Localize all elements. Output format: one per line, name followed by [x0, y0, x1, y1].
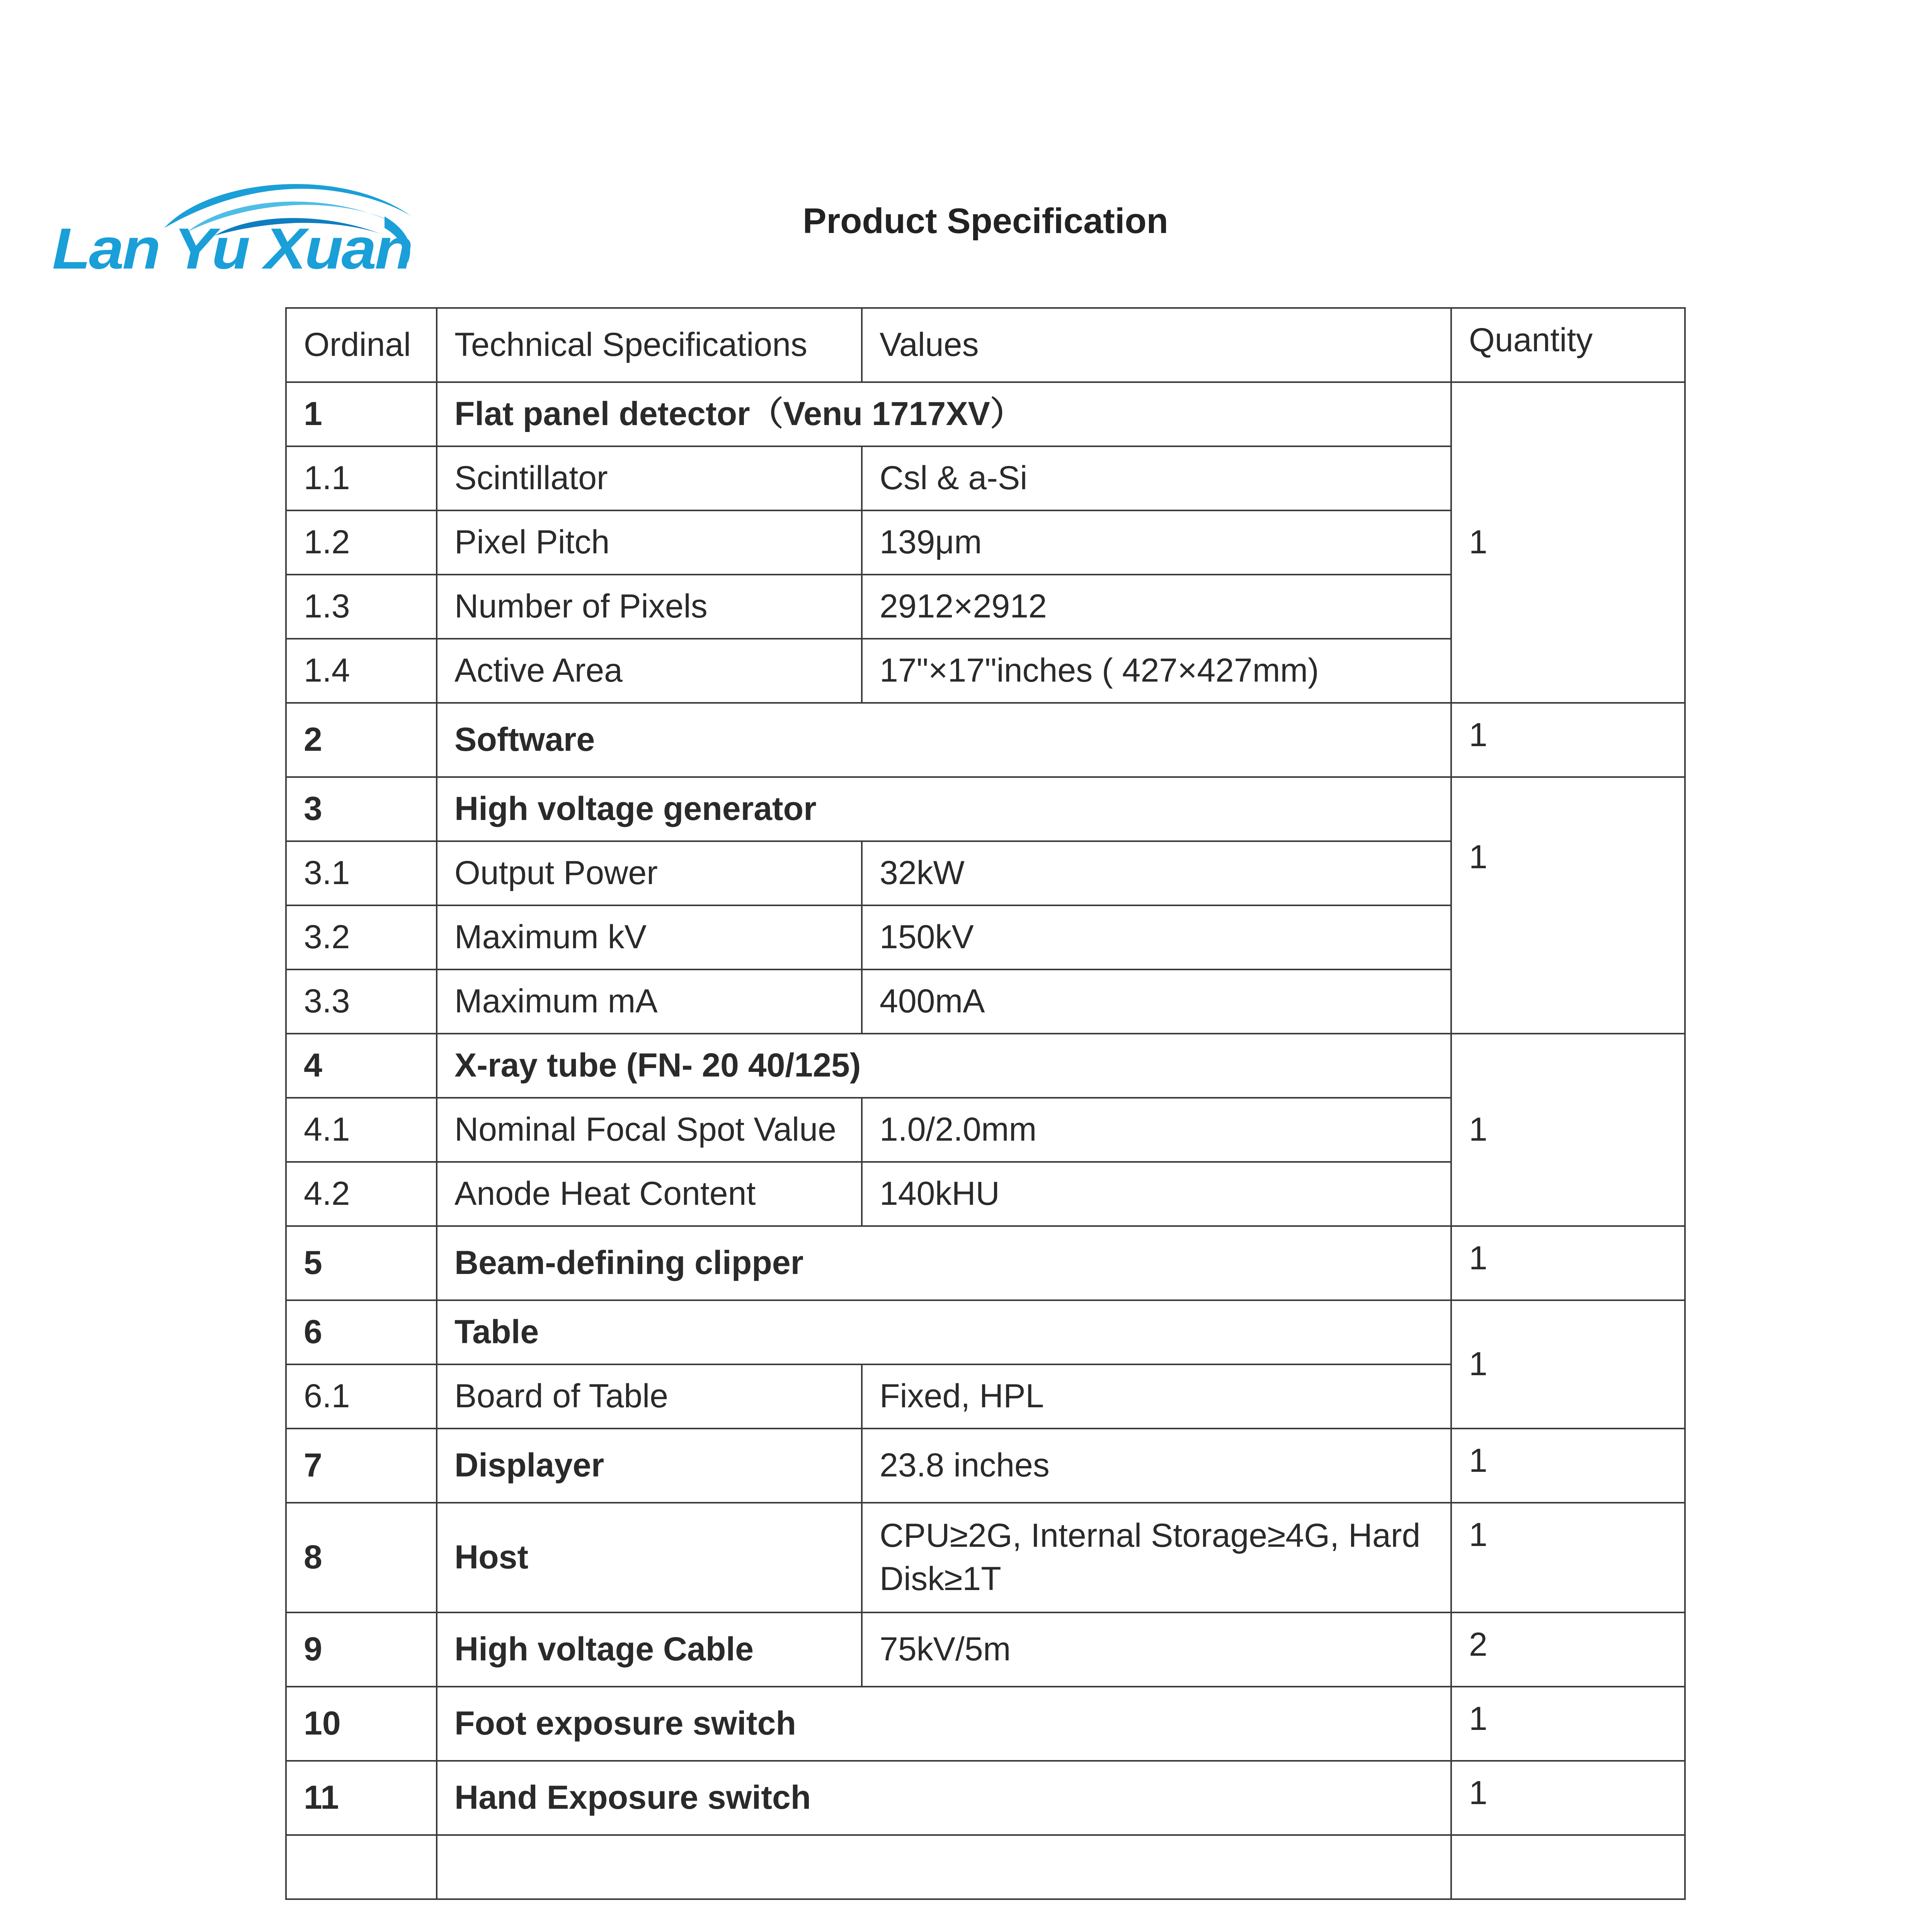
row-ordinal: 7: [286, 1429, 437, 1503]
row-spec: Host: [437, 1503, 862, 1612]
row-ordinal: 3.3: [286, 969, 437, 1034]
row-value: 140kHU: [862, 1162, 1451, 1226]
row-spec: Software: [437, 703, 1451, 777]
row-quantity: 1: [1451, 1226, 1685, 1300]
lan-yu-xuan-logo: [48, 170, 419, 274]
row-spec: Foot exposure switch: [437, 1687, 1451, 1761]
row-spec: Board of Table: [437, 1364, 862, 1429]
row-ordinal: 11: [286, 1761, 437, 1835]
row-quantity: [1451, 1835, 1685, 1899]
row-spec: Nominal Focal Spot Value: [437, 1098, 862, 1162]
row-ordinal: 3.2: [286, 905, 437, 969]
row-value: 400mA: [862, 969, 1451, 1034]
row-quantity: 1: [1451, 703, 1685, 777]
page-title: Product Specification: [803, 201, 1168, 241]
row-spec: High voltage generator: [437, 777, 1451, 841]
row-spec: Active Area: [437, 639, 862, 703]
product-spec-table: [285, 307, 1686, 1900]
table-row: [286, 1226, 1685, 1300]
row-spec: Table: [437, 1300, 1451, 1364]
header-values: Values: [862, 308, 1451, 382]
table-row: [286, 1612, 1685, 1687]
row-quantity: 1: [1451, 382, 1685, 703]
table-row: [286, 1034, 1685, 1098]
row-ordinal: 5: [286, 1226, 437, 1300]
row-value: 2912×2912: [862, 575, 1451, 639]
header-technical-specifications: Technical Specifications: [437, 308, 862, 382]
row-quantity: 1: [1451, 1687, 1685, 1761]
row-spec: Maximum kV: [437, 905, 862, 969]
row-quantity: 1: [1451, 1429, 1685, 1503]
row-value: 150kV: [862, 905, 1451, 969]
row-ordinal: 1.4: [286, 639, 437, 703]
row-value: 17"×17"inches ( 427×427mm): [862, 639, 1451, 703]
table-row: [286, 382, 1685, 446]
row-ordinal: 3.1: [286, 841, 437, 905]
logo-text: Lan Yu Xuan: [52, 216, 412, 274]
row-spec: High voltage Cable: [437, 1612, 862, 1687]
row-spec: X-ray tube (FN- 20 40/125): [437, 1034, 1451, 1098]
row-spec: Maximum mA: [437, 969, 862, 1034]
table-row: [286, 1503, 1685, 1612]
row-ordinal: 4.1: [286, 1098, 437, 1162]
table-row: [286, 777, 1685, 841]
table-row: [286, 703, 1685, 777]
row-quantity: 1: [1451, 1761, 1685, 1835]
table-row: [286, 1429, 1685, 1503]
row-ordinal: 9: [286, 1612, 437, 1687]
row-quantity: 1: [1451, 777, 1685, 1034]
row-ordinal: [286, 1835, 437, 1899]
row-ordinal: 1.3: [286, 575, 437, 639]
row-value: 75kV/5m: [862, 1612, 1451, 1687]
row-value: 139μm: [862, 510, 1451, 575]
row-spec: Anode Heat Content: [437, 1162, 862, 1226]
table-row: [286, 1300, 1685, 1364]
row-ordinal: 1: [286, 382, 437, 446]
table-row: [286, 1761, 1685, 1835]
row-quantity: 2: [1451, 1612, 1685, 1687]
row-ordinal: 1.2: [286, 510, 437, 575]
row-spec: Flat panel detector（Venu 1717XV）: [437, 382, 1451, 446]
row-quantity: 1: [1451, 1034, 1685, 1226]
row-spec: [437, 1835, 1451, 1899]
row-spec: Scintillator: [437, 446, 862, 510]
row-value: 1.0/2.0mm: [862, 1098, 1451, 1162]
row-ordinal: 6: [286, 1300, 437, 1364]
row-ordinal: 3: [286, 777, 437, 841]
row-ordinal: 10: [286, 1687, 437, 1761]
row-value: Fixed, HPL: [862, 1364, 1451, 1429]
row-value: 32kW: [862, 841, 1451, 905]
table-row-empty: [286, 1835, 1685, 1899]
row-value: Csl & a-Si: [862, 446, 1451, 510]
row-value: CPU≥2G, Internal Storage≥4G, Hard Disk≥1T: [862, 1503, 1451, 1612]
row-quantity: 1: [1451, 1503, 1685, 1612]
row-value: 23.8 inches: [862, 1429, 1451, 1503]
row-ordinal: 8: [286, 1503, 437, 1612]
row-spec: Hand Exposure switch: [437, 1761, 1451, 1835]
row-spec: Pixel Pitch: [437, 510, 862, 575]
header-quantity: Quantity: [1451, 308, 1685, 382]
row-spec: Beam-defining clipper: [437, 1226, 1451, 1300]
row-ordinal: 2: [286, 703, 437, 777]
row-spec: Number of Pixels: [437, 575, 862, 639]
row-ordinal: 4.2: [286, 1162, 437, 1226]
row-spec: Output Power: [437, 841, 862, 905]
row-spec: Displayer: [437, 1429, 862, 1503]
row-ordinal: 6.1: [286, 1364, 437, 1429]
row-ordinal: 1.1: [286, 446, 437, 510]
row-quantity: 1: [1451, 1300, 1685, 1429]
table-header-row: [286, 308, 1685, 382]
table-row: [286, 1687, 1685, 1761]
row-ordinal: 4: [286, 1034, 437, 1098]
header-ordinal: Ordinal: [286, 308, 437, 382]
